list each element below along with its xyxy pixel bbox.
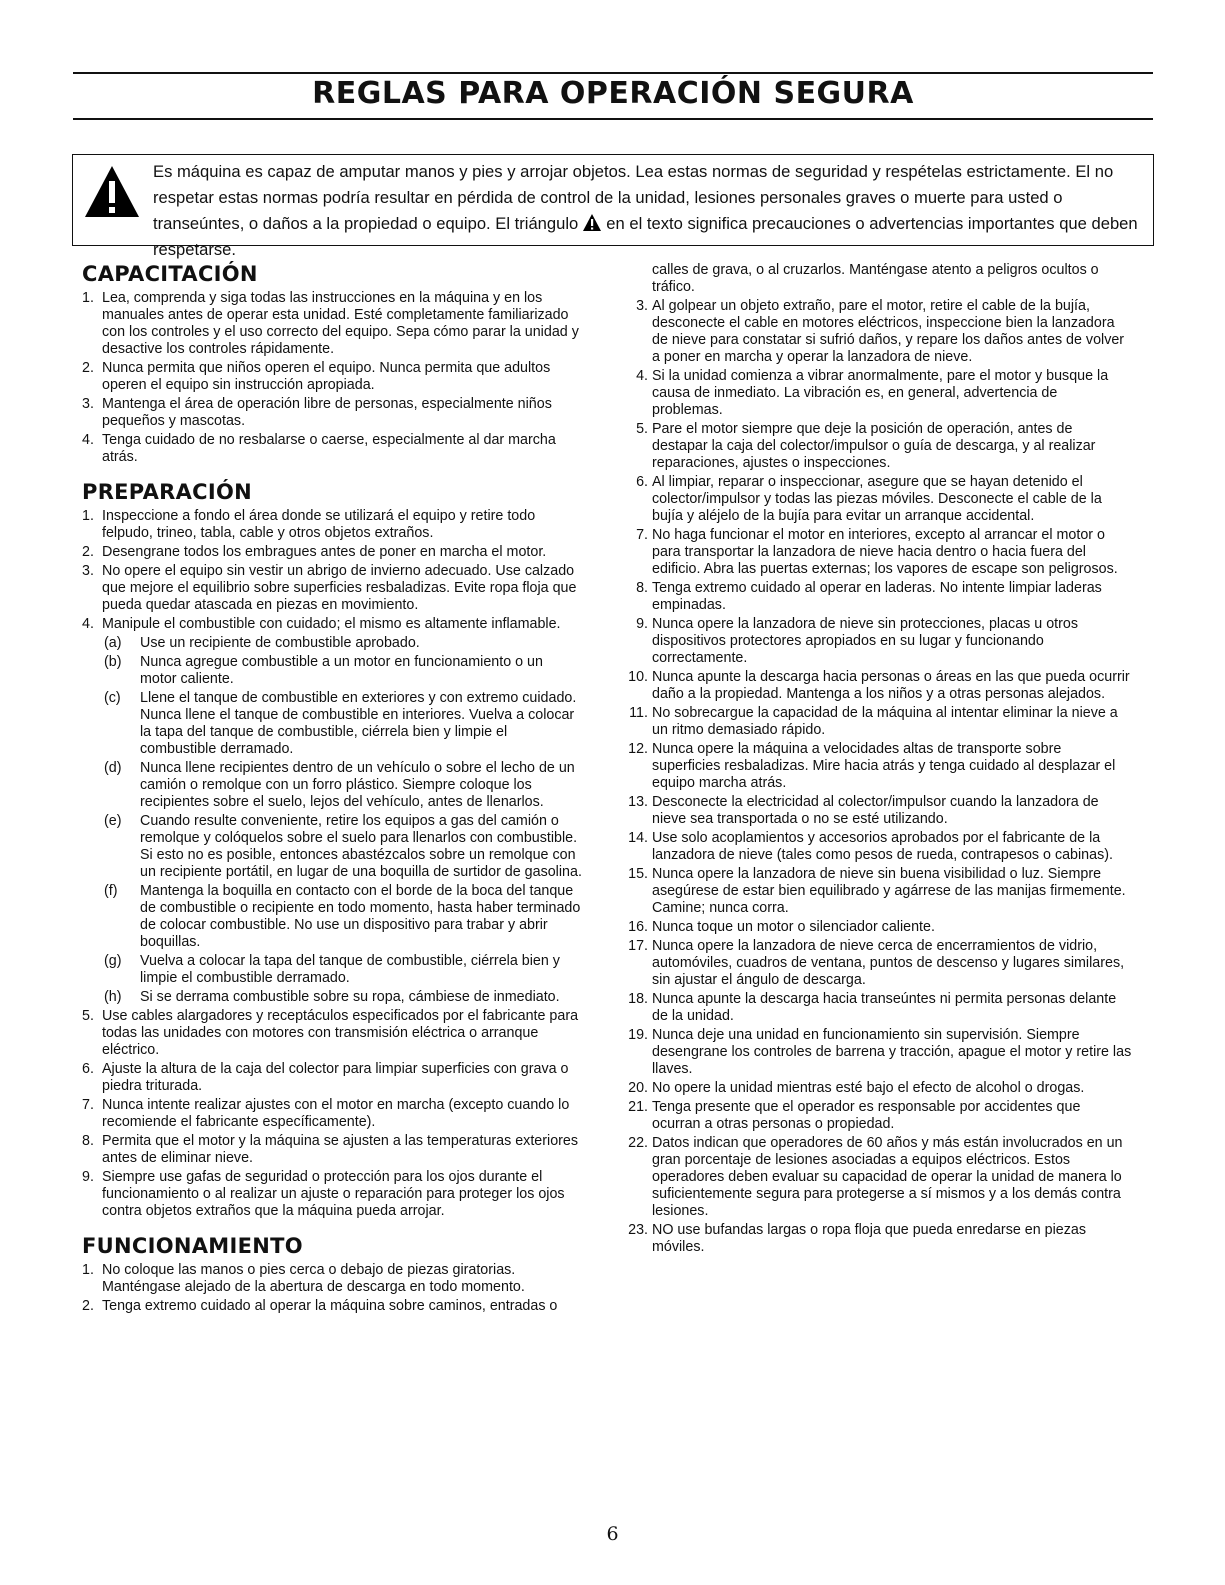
item-number: 11. bbox=[629, 705, 648, 721]
sub-list-item bbox=[82, 654, 582, 688]
item-number: 19. bbox=[628, 1027, 648, 1043]
list-item bbox=[628, 1222, 1132, 1256]
sub-list-item bbox=[82, 953, 582, 987]
item-number: (c) bbox=[104, 690, 121, 706]
item-number: 15. bbox=[628, 866, 648, 882]
item-text: Use solo acoplamientos y accesorios aprobados por el fabricante de la lanzadora de nieve (tales como pesos de rueda, contrapesos o cabinas). bbox=[652, 830, 1113, 863]
item-number: (h) bbox=[104, 989, 122, 1005]
item-number: 3. bbox=[636, 298, 648, 314]
item-number: 6. bbox=[636, 474, 648, 490]
item-text: Al golpear un objeto extraño, pare el motor, retire el cable de la bujía, desconecte el cable en motores eléctricos, inspeccione bien la lanzadora de nieve para constatar si sufrió daños, y repare los daños antes de volver a poner en marcha y operar la lanzadora de nieve. bbox=[652, 298, 1125, 365]
heading-capacitacion: CAPACITACIÓN bbox=[82, 262, 258, 286]
item-text: Llene el tanque de combustible en exteriores y con extremo cuidado. Nunca llene el tanque de combustible en interiores. Vuelva a colocar la tapa del tanque de combustible, ciérrela bien y limpie el combustible derramado. bbox=[140, 690, 577, 757]
item-text: No sobrecargue la capacidad de la máquina al intentar eliminar la nieve a un ritmo demasiado rápido. bbox=[652, 705, 1118, 738]
heading-funcionamiento: FUNCIONAMIENTO bbox=[82, 1234, 303, 1258]
item-number: 20. bbox=[628, 1080, 648, 1096]
section-funcionamiento bbox=[82, 1234, 582, 1315]
list-item bbox=[629, 705, 1132, 739]
list-item bbox=[82, 1061, 582, 1095]
item-text: Lea, comprenda y siga todas las instrucciones en la máquina y en los manuales antes de operar esta unidad. Esté completamente familiarizado con los controles y el uso correcto del equipo. Sepa cómo parar la unidad y desactive los controles rápidamente. bbox=[102, 290, 579, 357]
item-number: 8. bbox=[636, 580, 648, 596]
list-item bbox=[82, 1008, 582, 1059]
item-text: Use un recipiente de combustible aprobado. bbox=[140, 635, 420, 651]
list-item bbox=[628, 669, 1132, 703]
list-item bbox=[628, 1080, 1132, 1097]
item-number: 22. bbox=[628, 1135, 648, 1151]
item-text: Manipule el combustible con cuidado; el mismo es altamente inflamable. bbox=[102, 616, 561, 632]
list-item bbox=[82, 1169, 582, 1220]
list-item bbox=[628, 866, 1132, 917]
item-text: Datos indican que operadores de 60 años y más están involucrados en un gran porcentaje de lesiones asociadas a equipos eléctricos. Estos operadores deben evaluar su capacidad de operar la unidad de manera lo suficientemente segura para protegerse a sí mismos y a los demás contra lesiones. bbox=[652, 1135, 1123, 1219]
item-text: Nunca intente realizar ajustes con el motor en marcha (excepto cuando lo recomiende el fabricante específicamente). bbox=[102, 1097, 570, 1130]
item-number: (f) bbox=[104, 883, 118, 899]
item-text: Nunca llene recipientes dentro de un vehículo o sobre el lecho de un camión o remolque con un forro plástico. Siempre coloque los recipientes sobre el suelo, lejos del vehículo, antes de llenarlos. bbox=[140, 760, 575, 810]
item-number: 4. bbox=[82, 616, 94, 632]
item-number: 1. bbox=[82, 1262, 94, 1278]
list-item bbox=[82, 616, 582, 633]
item-number: 3. bbox=[82, 563, 94, 579]
sub-list-item bbox=[82, 883, 582, 951]
item-number: 9. bbox=[636, 616, 648, 632]
list-item bbox=[82, 1133, 582, 1167]
list-item bbox=[636, 527, 1132, 578]
funcionamiento-list bbox=[82, 1262, 582, 1315]
item-text: Nunca opere la lanzadora de nieve sin buena visibilidad o luz. Siempre asegúrese de estar bien equilibrado y agárrese de las manijas firmemente. Camine; nunca corra. bbox=[652, 866, 1126, 916]
list-item bbox=[628, 1135, 1132, 1220]
capacitacion-list bbox=[82, 290, 582, 466]
list-item bbox=[628, 938, 1132, 989]
item-text: Si la unidad comienza a vibrar anormalmente, pare el motor y busque la causa de inmediato. La vibración es, en general, advertencia de problemas. bbox=[652, 368, 1109, 418]
list-item bbox=[82, 1097, 582, 1131]
list-item bbox=[636, 580, 1132, 614]
item-number: (e) bbox=[104, 813, 122, 829]
item-number: 5. bbox=[82, 1008, 94, 1024]
section-preparacion bbox=[82, 480, 582, 1220]
item-text: Nunca opere la máquina a velocidades altas de transporte sobre superficies resbaladizas. Mire hacia atrás y tenga cuidado al desplazar el equipo marcha atrás. bbox=[652, 741, 1116, 791]
item-text: Tenga extremo cuidado al operar la máquina sobre caminos, entradas o bbox=[102, 1298, 558, 1314]
list-item bbox=[82, 508, 582, 542]
section-capacitacion bbox=[82, 262, 582, 466]
list-item bbox=[82, 396, 582, 430]
list-item bbox=[82, 544, 582, 561]
item-text: Nunca toque un motor o silenciador caliente. bbox=[652, 919, 935, 935]
item-number: 18. bbox=[628, 991, 648, 1007]
item-number: 6. bbox=[82, 1061, 94, 1077]
right-column bbox=[628, 262, 1132, 1258]
item-text: Pare el motor siempre que deje la posición de operación, antes de destapar la caja del colector/impulsor o guía de descarga, y al realizar reparaciones, ajustes o inspecciones. bbox=[652, 421, 1096, 471]
item-text: No opere la unidad mientras esté bajo el efecto de alcohol o drogas. bbox=[652, 1080, 1085, 1096]
item-number: 3. bbox=[82, 396, 94, 412]
item-number: 1. bbox=[82, 508, 94, 524]
list-item bbox=[82, 563, 582, 614]
warning-box bbox=[72, 154, 1154, 259]
item-number: 23. bbox=[628, 1222, 648, 1238]
item-text: Cuando resulte conveniente, retire los equipos a gas del camión o remolque y colóquelos sobre el suelo para llenarlos con combustible. Si esto no es posible, entonces abastézcalos sobre un remolque con un recipiente portátil, en lugar de una boquilla de surtidor de gasolina. bbox=[140, 813, 582, 880]
item-number: 2. bbox=[82, 1298, 94, 1314]
item-text: Tenga extremo cuidado al operar en laderas. No intente limpiar laderas empinadas. bbox=[652, 580, 1102, 613]
title-underline bbox=[73, 118, 1153, 120]
list-item bbox=[628, 741, 1132, 792]
sub-list-item bbox=[82, 989, 582, 1006]
sub-list-item bbox=[82, 760, 582, 811]
item-number: 16. bbox=[628, 919, 648, 935]
item-text: Tenga cuidado de no resbalarse o caerse, especialmente al dar marcha atrás. bbox=[102, 432, 556, 465]
item-number: (d) bbox=[104, 760, 122, 776]
list-item bbox=[82, 432, 582, 466]
page-number: 6 bbox=[606, 1523, 619, 1545]
item-text: Nunca opere la lanzadora de nieve cerca de encerramientos de vidrio, automóviles, cuadros de ventana, puntos de descenso y lugares similares, sin ajustar el ángulo de descarga. bbox=[652, 938, 1125, 988]
funcionamiento-list-continued bbox=[628, 298, 1132, 1256]
item-text: NO use bufandas largas o ropa floja que pueda enredarse en piezas móviles. bbox=[652, 1222, 1086, 1255]
item-text: Permita que el motor y la máquina se ajusten a las temperaturas exteriores antes de eliminar nieve. bbox=[102, 1133, 578, 1166]
list-item bbox=[628, 794, 1132, 828]
item-text: No coloque las manos o pies cerca o debajo de piezas giratorias. Manténgase alejado de la abertura de descarga en todo momento. bbox=[102, 1262, 525, 1295]
warning-text-part-2: en el texto significa precauciones o advertencias importantes que deben respetarse. bbox=[153, 214, 1138, 259]
sub-list-item bbox=[82, 690, 582, 758]
warning-text bbox=[153, 159, 1139, 263]
top-rule bbox=[73, 72, 1153, 74]
list-item bbox=[636, 368, 1132, 419]
item-text: Nunca agregue combustible a un motor en funcionamiento o un motor caliente. bbox=[140, 654, 543, 687]
item-text: Nunca deje una unidad en funcionamiento sin supervisión. Siempre desengrane los controles de barrena y tracción, apague el motor y retire las llaves. bbox=[652, 1027, 1132, 1077]
item-text: Vuelva a colocar la tapa del tanque de combustible, ciérrela bien y limpie el combustible derramado. bbox=[140, 953, 560, 986]
list-item bbox=[628, 991, 1132, 1025]
list-item bbox=[636, 616, 1132, 667]
list-item bbox=[82, 290, 582, 358]
page-title: REGLAS PARA OPERACIÓN SEGURA bbox=[312, 76, 914, 111]
item-number: 7. bbox=[82, 1097, 94, 1113]
item-text: Inspeccione a fondo el área donde se utilizará el equipo y retire todo felpudo, trineo, tabla, cable y otros objetos extraños. bbox=[102, 508, 536, 541]
item-text: Nunca apunte la descarga hacia personas o áreas en las que pueda ocurrir daño a la propiedad. Mantenga a los niños y a otras personas alejados. bbox=[652, 669, 1130, 702]
warning-triangle-icon bbox=[83, 163, 141, 221]
item-text: Mantenga el área de operación libre de personas, especialmente niños pequeños y mascotas. bbox=[102, 396, 552, 429]
item-text: Ajuste la altura de la caja del colector para limpiar superficies con grava o piedra triturada. bbox=[102, 1061, 569, 1094]
item-text: Desengrane todos los embragues antes de poner en marcha el motor. bbox=[102, 544, 547, 560]
item-text: Al limpiar, reparar o inspeccionar, asegure que se hayan detenido el colector/impulsor y todas las piezas móviles. Desconecte el cable de la bujía y aléjelo de la bujía para evitar un arranque accidental. bbox=[652, 474, 1102, 524]
list-item bbox=[636, 421, 1132, 472]
list-item bbox=[628, 919, 1132, 936]
item-text: Use cables alargadores y receptáculos especificados por el fabricante para todas las unidades con motores con transmisión eléctrica o arranque eléctrico. bbox=[102, 1008, 579, 1058]
item-number: 12. bbox=[628, 741, 648, 757]
item-number: 2. bbox=[82, 360, 94, 376]
preparacion-list-continued bbox=[82, 1008, 582, 1220]
item-number: (g) bbox=[104, 953, 122, 969]
sub-list-item bbox=[82, 813, 582, 881]
item-text: Nunca opere la lanzadora de nieve sin protecciones, placas u otros dispositivos protectores apropiados en su lugar y funcionando correctamente. bbox=[652, 616, 1078, 666]
sub-list-item bbox=[82, 635, 582, 652]
list-item bbox=[628, 830, 1132, 864]
item-number: 13. bbox=[628, 794, 648, 810]
list-item bbox=[636, 298, 1132, 366]
warning-text-part-1: Es máquina es capaz de amputar manos y pies y arrojar objetos. Lea estas normas de seguridad y respételas estrictamente. El no respetar estas normas podría resultar en pérdida de control de la unidad, lesiones personales graves o muerte para usted o transeúntes, o daños a la propiedad o equipo. El triángulo bbox=[153, 162, 1114, 233]
item-text: Mantenga la boquilla en contacto con el borde de la boca del tanque de combustible o recipiente en todo momento, hasta haber terminado de colocar combustible. No use un dispositivo para trabar y abrir boquillas. bbox=[140, 883, 581, 950]
item-text: Desconecte la electricidad al colector/impulsor cuando la lanzadora de nieve sea transportada o no se esté utilizando. bbox=[652, 794, 1099, 827]
item-text: Nunca apunte la descarga hacia transeúntes ni permita personas delante de la unidad. bbox=[652, 991, 1117, 1024]
item-number: 1. bbox=[82, 290, 94, 306]
item-number: (b) bbox=[104, 654, 122, 670]
list-item bbox=[82, 1262, 582, 1296]
left-column bbox=[82, 262, 582, 1329]
list-item bbox=[82, 1298, 582, 1315]
item-number: 21. bbox=[628, 1099, 648, 1115]
item-text: Siempre use gafas de seguridad o protección para los ojos durante el funcionamiento o al realizar un ajuste o reparación para proteger los ojos contra objetos extraños que la máquina pueda arrojar. bbox=[102, 1169, 565, 1219]
heading-preparacion: PREPARACIÓN bbox=[82, 480, 252, 504]
item-number: 2. bbox=[82, 544, 94, 560]
list-item bbox=[82, 360, 582, 394]
item-number: 17. bbox=[628, 938, 648, 954]
item-text: No haga funcionar el motor en interiores, excepto al arrancar el motor o para transportar la lanzadora de nieve hacia dentro o hacia fuera del edificio. Abra las puertas externas; los vapores de escape son peligrosos. bbox=[652, 527, 1118, 577]
list-item bbox=[628, 1099, 1132, 1133]
inline-warning-triangle-icon bbox=[582, 213, 602, 232]
funcionamiento-continuation: calles de grava, o al cruzarlos. Manténgase atento a peligros ocultos o tráfico. bbox=[652, 262, 1099, 295]
item-text: Si se derrama combustible sobre su ropa, cámbiese de inmediato. bbox=[140, 989, 560, 1005]
item-number: 5. bbox=[636, 421, 648, 437]
list-item bbox=[636, 474, 1132, 525]
preparacion-list bbox=[82, 508, 582, 633]
list-item bbox=[628, 1027, 1132, 1078]
item-number: 9. bbox=[82, 1169, 94, 1185]
item-text: Nunca permita que niños operen el equipo. Nunca permita que adultos operen el equipo sin instrucción apropiada. bbox=[102, 360, 551, 393]
item-number: 7. bbox=[636, 527, 648, 543]
item-text: No opere el equipo sin vestir un abrigo de invierno adecuado. Use calzado que mejore el equilibrio sobre superficies resbaladizas. Evite ropa floja que pueda quedar atascada en piezas en movimiento. bbox=[102, 563, 577, 613]
item-number: 4. bbox=[82, 432, 94, 448]
item-number: 8. bbox=[82, 1133, 94, 1149]
combustible-sublist bbox=[82, 635, 582, 1006]
item-number: 4. bbox=[636, 368, 648, 384]
item-number: 14. bbox=[628, 830, 648, 846]
item-text: Tenga presente que el operador es responsable por accidentes que ocurran a otras personas o propiedad. bbox=[652, 1099, 1081, 1132]
item-number: 10. bbox=[628, 669, 648, 685]
item-number: (a) bbox=[104, 635, 122, 651]
